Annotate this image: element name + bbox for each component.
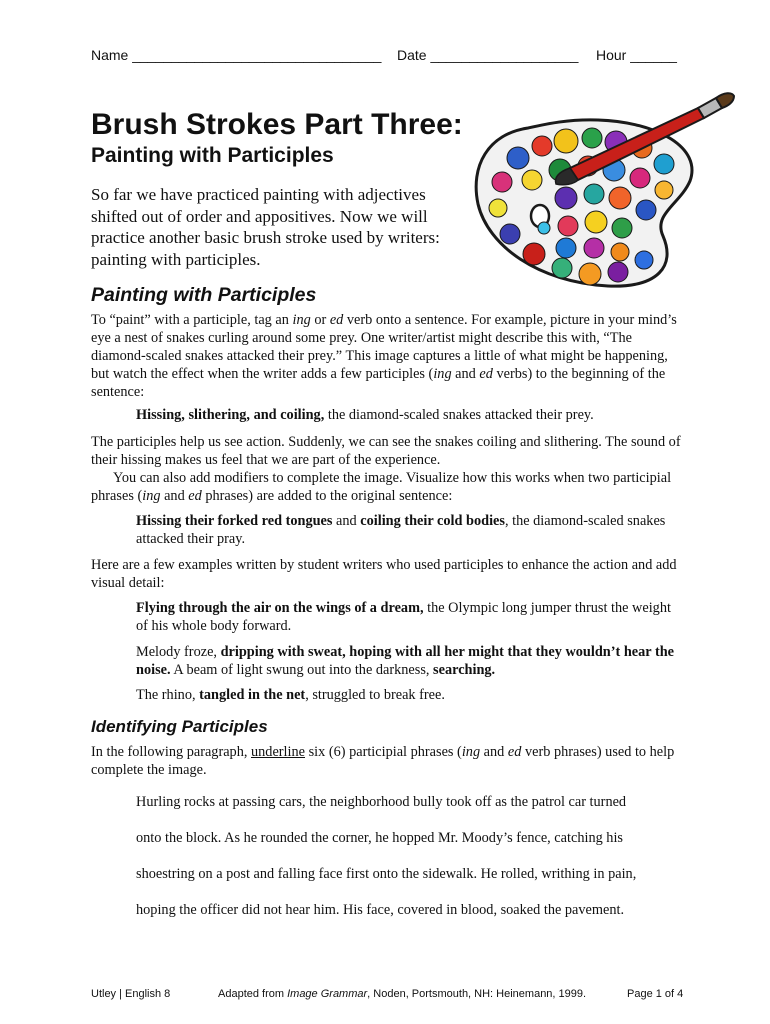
hour-field-label: Hour ______ bbox=[596, 47, 677, 63]
section1-paragraph-2: The participles help us see action. Suddenly, we can see the snakes coiling and slithering. The sound of their hissing makes us feel that we are part of the experience. bbox=[91, 434, 681, 468]
paint-palette-icon bbox=[458, 86, 738, 290]
section2-instructions: In the following paragraph, underline six (6) participial phrases (ing and ed verb phrases) used to help complete the image. bbox=[91, 744, 675, 778]
section1-paragraph-1: To “paint” with a participle, tag an ing or ed verb onto a sentence. For example, picture in your mind’s eye a nest of snakes curling around some prey. One writer/artist might describe this with, “The diamond-scaled snakes attacked their prey.” This image captures a little of what might be happening, but watch the effect when the writer adds a few participles (ing and ed verbs) to the beginning of the sentence: bbox=[91, 312, 677, 400]
footer-citation: Adapted from Image Grammar, Noden, Portsmouth, NH: Heinemann, 1999. bbox=[218, 988, 587, 1000]
page-title: Brush Strokes Part Three: bbox=[91, 108, 463, 141]
exercise-line-2: onto the block. As he rounded the corner, he hopped Mr. Moody’s fence, catching his bbox=[136, 830, 623, 846]
example-sentence-4: Melody froze, dripping with sweat, hoping with all her might that they wouldn’t hear the noise. A beam of light swung out into the darkness, searching. bbox=[136, 644, 675, 678]
intro-paragraph: So far we have practiced painting with adjectives shifted out of order and appositives. Now we will practice another basic brush stroke used by writers: painting with participles. bbox=[91, 185, 440, 269]
section-heading-identifying: Identifying Participles bbox=[91, 717, 268, 736]
footer-page-number: Page 1 of 4 bbox=[627, 988, 684, 1000]
example-sentence-3: Flying through the air on the wings of a dream, the Olympic long jumper thrust the weight of his whole body forward. bbox=[136, 600, 671, 634]
exercise-line-1: Hurling rocks at passing cars, the neighborhood bully took off as the patrol car turned bbox=[136, 794, 627, 810]
exercise-line-3: shoestring on a post and falling face first onto the sidewalk. He rolled, writhing in pain, bbox=[136, 866, 637, 882]
exercise-line-4: hoping the officer did not hear him. His face, covered in blood, soaked the pavement. bbox=[136, 902, 625, 918]
section-heading-painting: Painting with Participles bbox=[91, 284, 317, 306]
section1-paragraph-3: You can also add modifiers to complete the image. Visualize how this works when two participial phrases (ing and ed phrases) are added to the original sentence: bbox=[91, 470, 672, 504]
page-subtitle: Painting with Participles bbox=[91, 144, 334, 167]
example-sentence-1: Hissing, slithering, and coiling, the diamond-scaled snakes attacked their prey. bbox=[136, 407, 594, 423]
example-sentence-2: Hissing their forked red tongues and coiling their cold bodies, the diamond-scaled snakes attacked their pray. bbox=[136, 513, 666, 547]
footer-course: Utley | English 8 bbox=[91, 988, 171, 1000]
date-field-label: Date ___________________ bbox=[397, 47, 579, 63]
name-field-label: Name ________________________________ bbox=[91, 47, 382, 63]
example-sentence-5: The rhino, tangled in the net, struggled to break free. bbox=[136, 687, 445, 703]
section1-paragraph-4: Here are a few examples written by student writers who used participles to enhance the action and add visual detail: bbox=[91, 557, 677, 591]
